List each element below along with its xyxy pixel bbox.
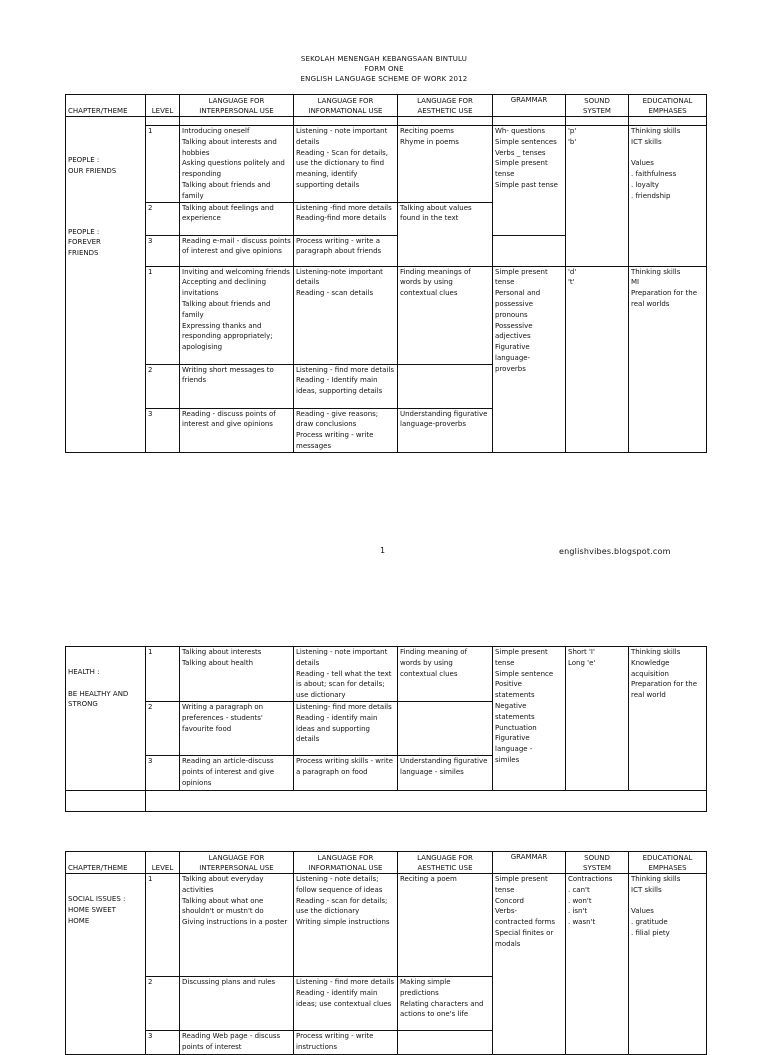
level-cell: 1 — [146, 647, 180, 702]
col-grammar: GRAMMAR — [493, 95, 566, 117]
col-level: LEVEL — [146, 852, 180, 874]
col-chapter: CHAPTER/THEME — [66, 852, 146, 874]
grammar-cell: Simple present tense Concord Verbs- contracted forms Special finites or modals — [493, 874, 566, 1055]
school-name: SEKOLAH MENENGAH KEBANGSAAN BINTULU — [300, 55, 468, 63]
educational-cell: Thinking skills ICT skills Values . faithfulness . loyalty . friendship — [629, 126, 707, 267]
sound-cell: 'd' 't' — [566, 266, 629, 452]
interpersonal-cell: Writing short messages to friends — [180, 364, 294, 408]
header-row — [66, 852, 707, 874]
level-cell: 3 — [146, 1031, 180, 1055]
aesthetic-cell: Reciting poems Rhyme in poems — [398, 126, 493, 203]
aesthetic-empty — [398, 1031, 493, 1055]
level-cell: 2 — [146, 202, 180, 235]
sound-cell: Contractions . can't . won't . isn't . wasn't — [566, 874, 629, 1055]
col-sound: SOUND SYSTEM — [566, 95, 629, 117]
informational-cell: Listening -find more details Reading-find more details — [294, 202, 398, 235]
level-cell: 2 — [146, 977, 180, 1031]
col-interpersonal: LANGUAGE FOR INTERPERSONAL USE — [180, 95, 294, 117]
col-informational: LANGUAGE FOR INFORMATIONAL USE — [294, 852, 398, 874]
theme-cell — [66, 874, 146, 1055]
col-level: LEVEL — [146, 95, 180, 117]
header-row — [66, 95, 707, 117]
interpersonal-cell: Talking about everyday activities Talking about what one shouldn't or mustn't do Giving instructions in a poster — [180, 874, 294, 977]
grammar-empty — [493, 235, 566, 266]
aesthetic-cell: Finding meanings of words by using contextual clues — [398, 266, 493, 364]
level-cell: 1 — [146, 874, 180, 977]
grammar-cell: Wh- questions Simple sentences Verbs _ tenses Simple present tense Simple past tense — [493, 126, 566, 236]
informational-cell: Listening - note important details Reading - Scan for details, use the dictionary to find meaning, identify supporting details — [294, 126, 398, 203]
informational-cell: Reading - give reasons; draw conclusions Process writing - write messages — [294, 408, 398, 452]
interpersonal-cell: Writing a paragraph on preferences - students' favourite food — [180, 701, 294, 755]
interpersonal-cell: Inviting and welcoming friends Accepting and declining invitations Talking about friends and family Expressing thanks and responding appropriately; apologising — [180, 266, 294, 364]
level-cell: 2 — [146, 701, 180, 755]
grammar-cell: Simple present tense Simple sentence Positive statements Negative statements Punctuation Figurative language - similes — [493, 647, 566, 791]
interpersonal-cell: Reading - discuss points of interest and give opinions — [180, 408, 294, 452]
document-header — [0, 54, 768, 84]
level-cell: 3 — [146, 235, 180, 266]
informational-cell: Listening - note details; follow sequence of ideas Reading - scan for details; use the dictionary Writing simple instructions — [294, 874, 398, 977]
interpersonal-cell: Talking about feelings and experience — [180, 202, 294, 235]
form-label: FORM ONE — [364, 65, 404, 73]
educational-cell: Thinking skills Knowledge acquisition Preparation for the real world — [629, 647, 707, 791]
sound-cell: 'p' 'b' — [566, 126, 629, 267]
educational-cell: Thinking skills MI Preparation for the real worlds — [629, 266, 707, 452]
col-grammar: GRAMMAR — [493, 852, 566, 874]
theme-cell — [66, 647, 146, 791]
theme-health: HEALTH : BE HEALTHY AND STRONG — [68, 668, 129, 709]
col-educational: EDUCATIONAL EMPHASES — [629, 95, 707, 117]
theme-cell — [66, 117, 146, 453]
theme-our-friends: PEOPLE : OUR FRIENDS — [68, 156, 117, 175]
interpersonal-cell: Reading Web page - discuss points of interest — [180, 1031, 294, 1055]
aesthetic-cell: Talking about values found in the text — [398, 202, 493, 266]
scheme-table-3 — [65, 851, 707, 1055]
level-cell: 1 — [146, 266, 180, 364]
informational-cell: Listening - find more details Reading - Identify main ideas, supporting details — [294, 364, 398, 408]
scheme-table-2 — [65, 646, 707, 812]
col-educational: EDUCATIONAL EMPHASES — [629, 852, 707, 874]
level-cell: 3 — [146, 408, 180, 452]
col-aesthetic: LANGUAGE FOR AESTHETIC USE — [398, 852, 493, 874]
col-sound: SOUND SYSTEM — [566, 852, 629, 874]
informational-cell: Listening - note important details Reading - tell what the text is about; scan for details; use dictionary — [294, 647, 398, 702]
informational-cell: Listening- find more details Reading - identify main ideas and supporting details — [294, 701, 398, 755]
theme-forever-friends: PEOPLE : FOREVER FRIENDS — [68, 227, 101, 258]
scheme-table-1 — [65, 94, 707, 453]
aesthetic-cell: Making simple predictions Relating characters and actions to one's life — [398, 977, 493, 1031]
sound-cell: Short 'I' Long 'e' — [566, 647, 629, 791]
informational-cell: Process writing - write a paragraph about friends — [294, 235, 398, 266]
table-row — [66, 647, 707, 702]
theme-social-issues: SOCIAL ISSUES : HOME SWEET HOME — [68, 895, 126, 925]
page-number: 1 — [380, 546, 386, 555]
informational-cell: Process writing skills - write a paragraph on food — [294, 755, 398, 790]
col-aesthetic: LANGUAGE FOR AESTHETIC USE — [398, 95, 493, 117]
footer-website: englishvibes.blogspot.com — [559, 547, 671, 556]
interpersonal-cell: Introducing oneself Talking about interests and hobbies Asking questions politely and responding Talking about friends and family — [180, 126, 294, 203]
level-cell: 1 — [146, 126, 180, 203]
aesthetic-cell: Finding meaning of words by using contextual clues — [398, 647, 493, 702]
col-interpersonal: LANGUAGE FOR INTERPERSONAL USE — [180, 852, 294, 874]
informational-cell: Listening - find more details Reading - identify main ideas; use contextual clues — [294, 977, 398, 1031]
aesthetic-cell: Understanding figurative language - similes — [398, 755, 493, 790]
aesthetic-cell: Understanding figurative language-proverbs — [398, 408, 493, 452]
level-cell: 3 — [146, 755, 180, 790]
interpersonal-cell: Talking about interests Talking about health — [180, 647, 294, 702]
interpersonal-cell: Reading an article-discuss points of interest and give opinions — [180, 755, 294, 790]
interpersonal-cell: Discussing plans and rules — [180, 977, 294, 1031]
table-row — [66, 126, 707, 203]
aesthetic-cell — [398, 364, 493, 408]
spacer-row — [66, 117, 707, 126]
educational-cell: Thinking skills ICT skills Values . gratitude . filial piety — [629, 874, 707, 1055]
level-cell: 2 — [146, 364, 180, 408]
aesthetic-empty — [398, 701, 493, 755]
informational-cell: Listening-note important details Reading - scan details — [294, 266, 398, 364]
interpersonal-cell: Reading e-mail - discuss points of interest and give opinions — [180, 235, 294, 266]
table-row — [66, 266, 707, 364]
aesthetic-cell: Reciting a poem — [398, 874, 493, 977]
document-title: ENGLISH LANGUAGE SCHEME OF WORK 2012 — [300, 75, 468, 83]
grammar-cell: Simple present tense Personal and possessive pronouns Possessive adjectives Figurative language- proverbs — [493, 266, 566, 452]
col-informational: LANGUAGE FOR INFORMATIONAL USE — [294, 95, 398, 117]
informational-cell: Process writing - write instructions — [294, 1031, 398, 1055]
col-chapter: CHAPTER/THEME — [66, 95, 146, 117]
table-row — [66, 874, 707, 977]
blank-row — [66, 790, 707, 811]
